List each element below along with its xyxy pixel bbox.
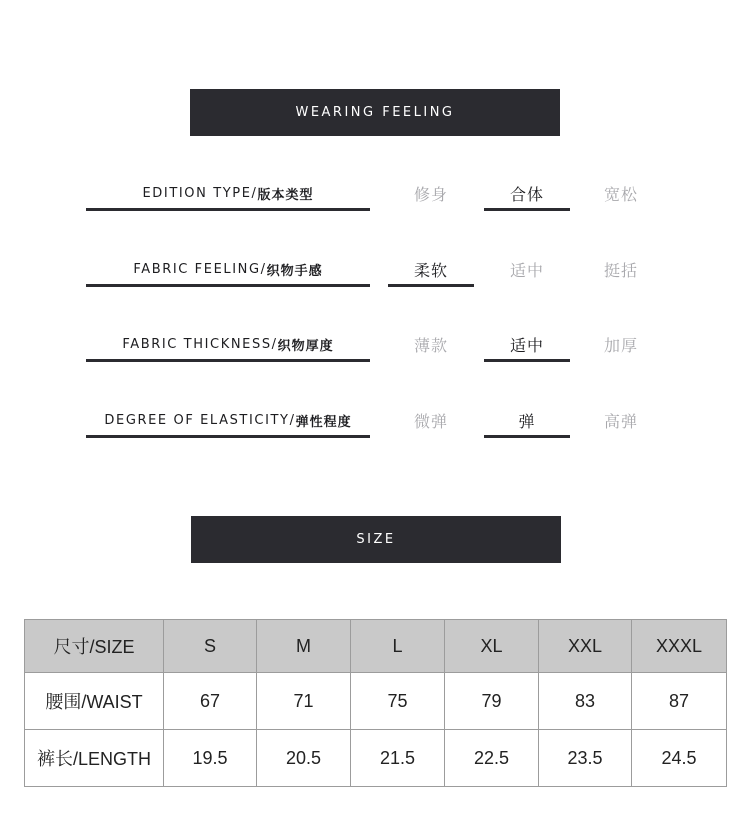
feeling-label (86, 405, 370, 438)
feeling-row-fabric-thickness (0, 319, 750, 379)
feeling-label-cn: 弹性程度 (295, 414, 352, 430)
feeling-label-en: EDITION TYPE/ (142, 185, 258, 201)
feeling-option: 挺括 (603, 260, 638, 280)
feeling-label (86, 178, 370, 211)
feeling-option: 宽松 (603, 184, 638, 204)
feeling-option-selected: 合体 (484, 178, 570, 211)
size-table-header-cell: M (257, 620, 351, 673)
size-table (24, 619, 727, 787)
table-cell: 75 (351, 673, 445, 730)
size-banner (191, 516, 561, 563)
feeling-row-edition-type (0, 168, 750, 228)
feeling-label-en: FABRIC THICKNESS/ (122, 336, 278, 352)
wearing-feeling-title: WEARING FEELING (295, 105, 455, 120)
table-cell: 87 (632, 673, 727, 730)
table-cell: 19.5 (164, 730, 257, 787)
feeling-label-en: FABRIC FEELING/ (133, 261, 267, 277)
table-cell: 79 (445, 673, 539, 730)
feeling-label-cn: 织物厚度 (277, 338, 334, 354)
feeling-option-selected: 适中 (484, 329, 570, 362)
size-title: SIZE (356, 532, 396, 547)
size-table-header-cell: L (351, 620, 445, 673)
table-row (25, 673, 727, 730)
feeling-option: 薄款 (413, 335, 448, 355)
size-table-header-cell: XXXL (632, 620, 727, 673)
feeling-label (86, 254, 370, 287)
table-row-label: 腰围/WAIST (25, 673, 164, 730)
table-cell: 83 (539, 673, 632, 730)
feeling-option: 修身 (413, 184, 448, 204)
feeling-option: 高弹 (603, 411, 638, 431)
wearing-feeling-banner (190, 89, 560, 136)
table-cell: 23.5 (539, 730, 632, 787)
feeling-label-en: DEGREE OF ELASTICITY/ (104, 412, 296, 428)
table-row-label: 裤长/LENGTH (25, 730, 164, 787)
feeling-label-cn: 版本类型 (257, 187, 314, 203)
feeling-row-elasticity (0, 395, 750, 455)
table-cell: 21.5 (351, 730, 445, 787)
size-table-header-cell: XL (445, 620, 539, 673)
size-table-header-row (25, 620, 727, 673)
size-table-header-cell: S (164, 620, 257, 673)
size-table-header-cell: 尺寸/SIZE (25, 620, 164, 673)
feeling-row-fabric-feeling (0, 244, 750, 304)
table-cell: 24.5 (632, 730, 727, 787)
table-row (25, 730, 727, 787)
table-cell: 22.5 (445, 730, 539, 787)
feeling-option: 加厚 (603, 335, 638, 355)
feeling-label (86, 329, 370, 362)
table-cell: 67 (164, 673, 257, 730)
size-table-header-cell: XXL (539, 620, 632, 673)
feeling-label-cn: 织物手感 (266, 263, 323, 279)
feeling-option: 微弹 (413, 411, 448, 431)
table-cell: 20.5 (257, 730, 351, 787)
table-cell: 71 (257, 673, 351, 730)
feeling-option: 适中 (509, 260, 544, 280)
feeling-option-selected: 柔软 (388, 254, 474, 287)
feeling-option-selected: 弹 (484, 405, 570, 438)
